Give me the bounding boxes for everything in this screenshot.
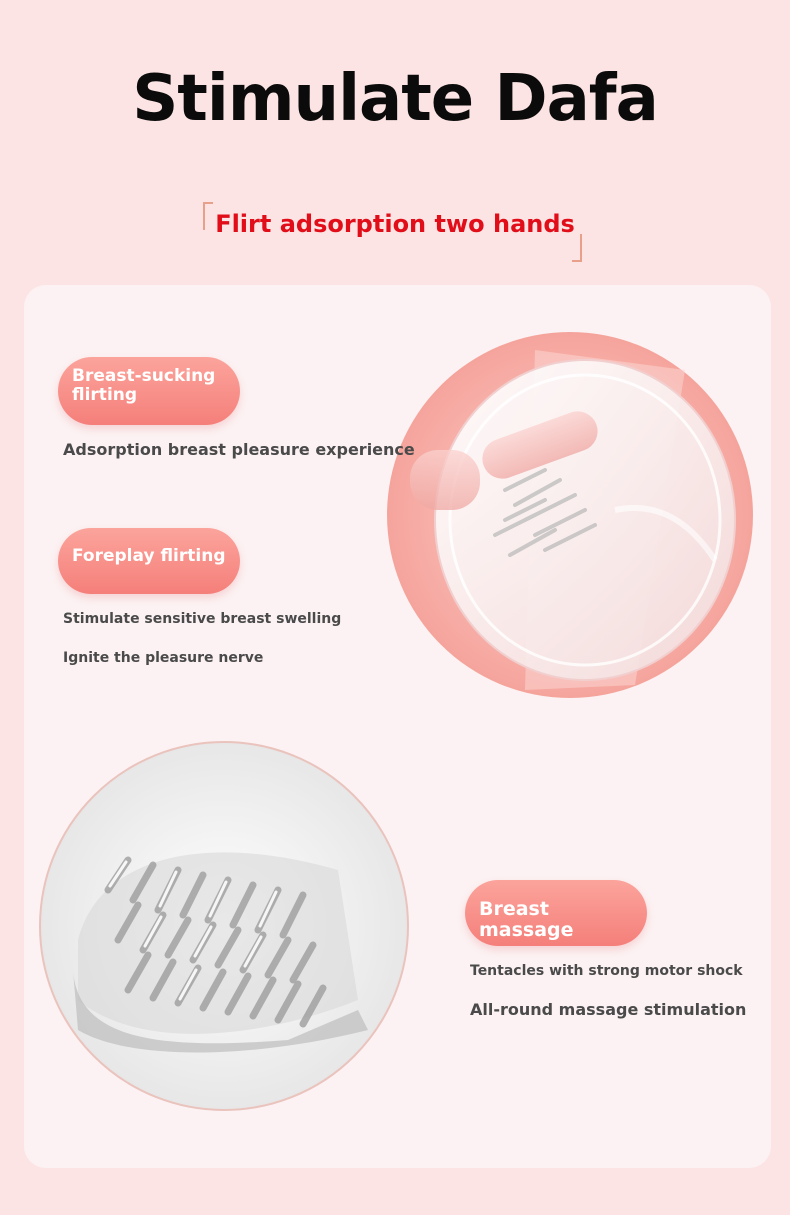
breast-massage-badge: Breast massage — [465, 880, 647, 946]
suction-cup-image — [385, 330, 755, 700]
feature-description: All-round massage stimulation — [470, 1000, 747, 1019]
massage-brush-image — [38, 740, 410, 1112]
breast-sucking-flirting-badge: Breast-sucking flirting — [58, 357, 240, 425]
page-title: Stimulate Dafa — [132, 62, 658, 136]
bracket-right-decoration — [572, 234, 582, 262]
feature-description: Stimulate sensitive breast swelling — [63, 611, 342, 627]
feature-description: Adsorption breast pleasure experience — [63, 440, 415, 459]
section-subtitle: Flirt adsorption two hands — [215, 210, 575, 238]
feature-description: Tentacles with strong motor shock — [470, 963, 743, 979]
foreplay-flirting-badge: Foreplay flirting — [58, 528, 240, 594]
feature-description: Ignite the pleasure nerve — [63, 650, 264, 666]
